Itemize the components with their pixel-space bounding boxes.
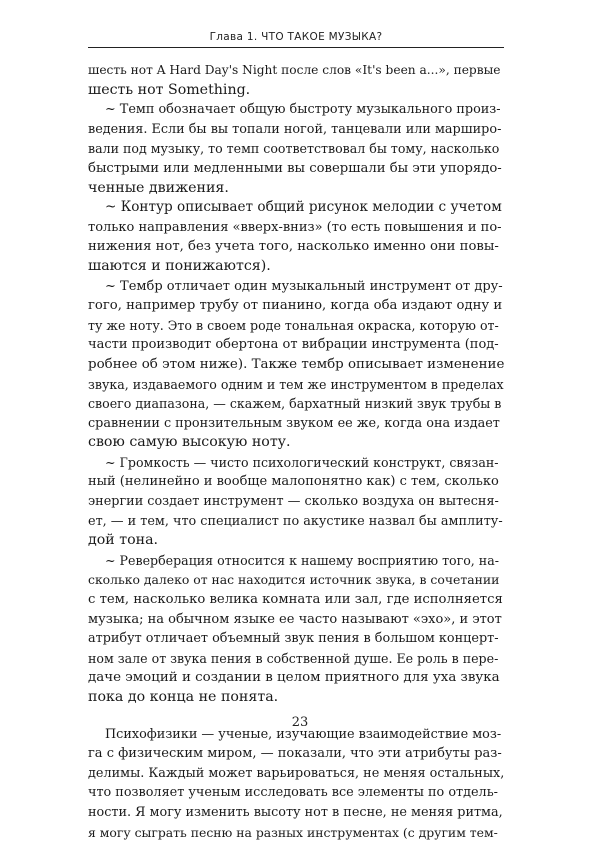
text-line: ном зале от звука пения в собственной душе. Ее роль в пере-: [88, 650, 499, 666]
paragraph-tempo: [88, 100, 504, 198]
text-line: ~ Реверберация относится к нашему восприятию того, на-: [105, 552, 499, 568]
text-line: сколько далеко от нас находится источник звука, в сочетании: [88, 572, 500, 588]
paragraph-loudness: [88, 453, 504, 551]
text-line: дой тона.: [88, 532, 159, 549]
text-line: шаются и понижаются).: [88, 257, 271, 274]
paragraph-contour: [88, 198, 504, 276]
text-line: энергии создает инструмент — сколько воздуха он вытесня-: [88, 494, 499, 510]
text-line: быстрыми или медленными вы совершали бы эти упорядо-: [88, 160, 502, 176]
text-line: га с физическим миром, — показали, что эти атрибуты раз-: [88, 746, 502, 762]
text-line: шесть нот A Hard Day's Night после слов «It's been a...», первые: [88, 63, 501, 77]
text-line: ченные движения.: [88, 179, 229, 196]
text-line: ~ Громкость — чисто психологический конструкт, связан-: [105, 454, 499, 470]
paragraph-psychophysicists: [88, 725, 504, 842]
text-line: я могу сыграть песню на разных инструментах (с другим тем-: [88, 824, 498, 840]
text-line: атрибут отличает объемный звук пения в большом концерт-: [88, 631, 499, 647]
page-number: 23: [291, 715, 309, 730]
text-line: с тем, насколько велика комната или зал, где исполняется: [88, 592, 503, 608]
text-line: пока до конца не понята.: [88, 689, 279, 705]
text-line: сравнении с пронзительным звуком ее же, когда она издает: [88, 415, 500, 431]
paragraph-hard-days-night: [88, 61, 504, 100]
text-line: ~ Темп обозначает общую быстроту музыкального произ-: [105, 102, 501, 118]
header-rule: [88, 47, 504, 48]
text-line: гого, например трубу от пианино, когда оба издают одну и: [88, 298, 503, 314]
running-header: Глава 1. ЧТО ТАКОЕ МУЗЫКА?: [209, 31, 383, 43]
text-line: только направления «вверх-вниз» (то есть повышения и по-: [88, 219, 502, 235]
text-line: музыка; на обычном языке ее часто называют «эхо», и этот: [88, 611, 502, 627]
text-line: своего диапазона, — скажем, бархатный низкий звук трубы в: [88, 396, 502, 412]
text-line: делимы. Каждый может варьироваться, не меняя остальных,: [88, 765, 505, 781]
paragraph-reverberation: [88, 551, 504, 708]
text-line: нижения нот, без учета того, насколько именно они повы-: [88, 239, 499, 255]
text-line: Психофизики — ученые, изучающие взаимодействие моз-: [105, 726, 502, 742]
text-line: ный (нелинейно и вообще малопонятно как) с тем, сколько: [88, 474, 499, 490]
text-line: ведения. Если бы вы топали ногой, танцевали или марширо-: [88, 121, 502, 137]
text-line: ности. Я могу изменить высоту нот в песне, не меняя ритма,: [88, 804, 503, 820]
text-line: вали под музыку, то темп соответствовал бы тому, насколько: [88, 141, 500, 157]
text-line: звука, издаваемого одним и тем же инструментом в пределах: [88, 376, 504, 392]
text-line: ~ Контур описывает общий рисунок мелодии с учетом: [105, 199, 502, 216]
text-line: даче эмоций и создании в целом приятного для уха звука: [88, 670, 500, 686]
text-line: робнее об этом ниже). Также тембр описывает изменение: [88, 356, 505, 372]
text-line: ~ Тембр отличает один музыкальный инструмент от дру-: [105, 278, 503, 294]
text-line: ет, — и тем, что специалист по акустике назвал бы амплиту-: [88, 513, 503, 529]
text-line: части производит обертона от вибрации инструмента (под-: [88, 337, 499, 353]
text-line: шесть нот Something.: [88, 81, 251, 98]
paragraph-timbre: [88, 277, 504, 453]
text-line: что позволяет ученым исследовать все элементы по отдель-: [88, 785, 498, 801]
text-line: свою самую высокую ноту.: [88, 434, 291, 451]
text-line: ту же ноту. Это в своем роде тональная окраска, которую от-: [88, 317, 499, 333]
